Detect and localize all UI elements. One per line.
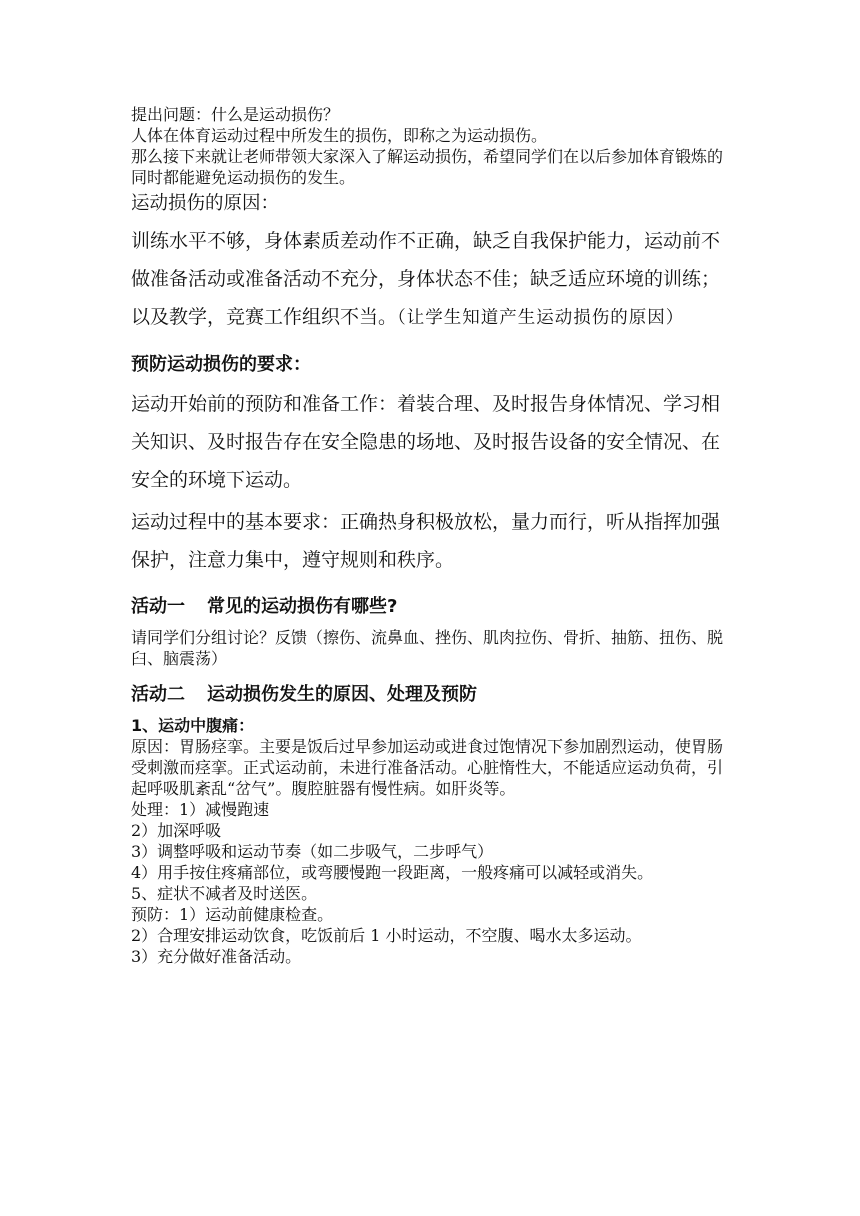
document-page <box>131 104 736 967</box>
causes-note: （让学生知道产生运动损伤的原因） <box>397 308 685 328</box>
prevention-heading: 预防运动损伤的要求： <box>131 354 311 375</box>
treatment-line: 4）用手按住疼痛部位，或弯腰慢跑一段距离，一般疼痛可以减轻或消失。 <box>131 863 654 882</box>
prevention-line: 预防：1）运动前健康检查。 <box>131 905 334 924</box>
activity2-label: 活动二 <box>131 684 185 705</box>
causes-heading: 运动损伤的原因： <box>131 193 280 214</box>
treatment-line: 3）调整呼吸和运动节奏（如二步吸气，二步呼气） <box>131 842 494 861</box>
activity2-heading: 运动损伤发生的原因、处理及预防 <box>207 684 477 705</box>
prevention-list <box>131 904 736 967</box>
prevention-line: 3）充分做好准备活动。 <box>131 947 302 966</box>
intro-lead: 那么接下来就让老师带领大家深入了解运动损伤，希望同学们在以后参加体育锻炼的同时都能避免运动损伤的发生。 <box>131 147 724 187</box>
treatment-line: 5、症状不减者及时送医。 <box>131 884 318 903</box>
activity2-title <box>131 683 736 707</box>
activity1-heading: 常见的运动损伤有哪些? <box>207 596 398 617</box>
activity1-label: 活动一 <box>131 596 185 617</box>
intro-question: 提出问题：什么是运动损伤？ <box>131 105 340 124</box>
treatment-line: 处理：1）减慢跑速 <box>131 800 270 819</box>
prevention-during: 运动过程中的基本要求：正确热身积极放松，量力而行，听从指挥加强保护，注意力集中，遵守规则和秩序。 <box>131 511 721 571</box>
causes-body <box>131 222 736 337</box>
activity1-body: 请同学们分组讨论？反馈（擦伤、流鼻血、挫伤、肌肉拉伤、骨折、抽筋、扭伤、脱臼、脑震荡） <box>131 628 724 668</box>
causes-text: 训练水平不够，身体素质差动作不正确，缺乏自我保护能力，运动前不做准备活动或准备活动不充分，身体状态不佳；缺乏适应环境的训练；以及教学，竞赛工作组织不当。 <box>131 230 721 328</box>
treatment-list <box>131 799 736 904</box>
activity2-cause: 原因：胃肠痉挛。主要是饭后过早参加运动或进食过饱情况下参加剧烈运动，使胃肠受刺激而痉挛。正式运动前，未进行准备活动。心脏惰性大，不能适应运动负荷，引起呼吸肌紊乱“岔气”。腹腔脏器有慢性病。如肝炎等。 <box>131 737 724 798</box>
prevention-line: 2）合理安排运动饮食，吃饭前后 1 小时运动，不空腹、喝水太多运动。 <box>131 926 642 945</box>
activity2-subheading: 1、运动中腹痛： <box>131 716 255 735</box>
intro-definition: 人体在体育运动过程中所发生的损伤，即称之为运动损伤。 <box>131 126 548 145</box>
prevention-before: 运动开始前的预防和准备工作：着装合理、及时报告身体情况、学习相关知识、及时报告存在安全隐患的场地、及时报告设备的安全情况、在安全的环境下运动。 <box>131 393 721 491</box>
activity1-title <box>131 595 736 619</box>
treatment-line: 2）加深呼吸 <box>131 821 222 840</box>
